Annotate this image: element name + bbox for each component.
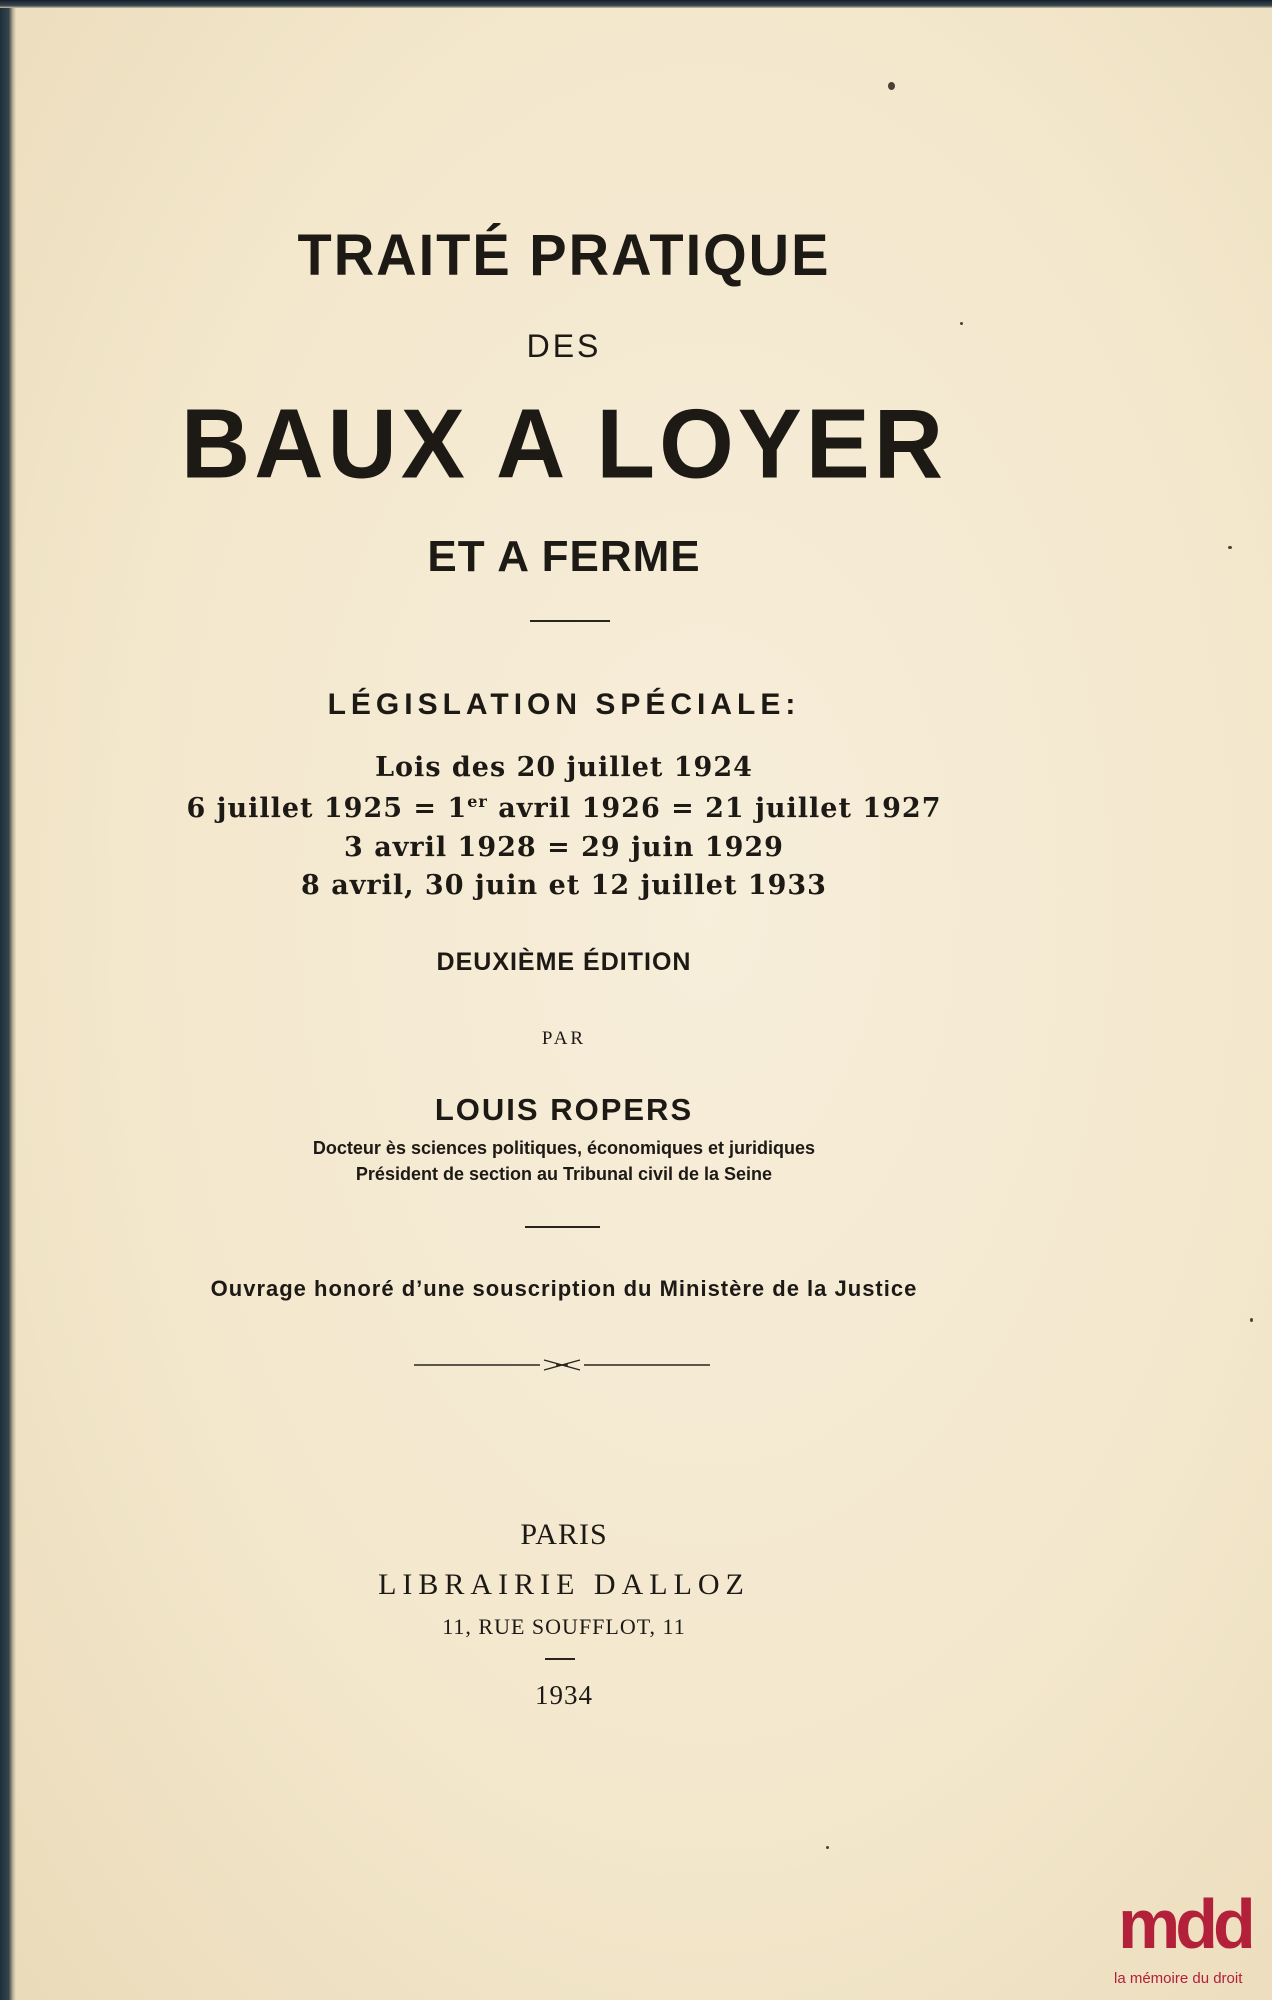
laws-line-2-part-a: 6 juillet 1925 = 1 <box>186 793 468 824</box>
laws-line-2-part-b: avril 1926 = 21 juillet 1927 <box>487 793 942 824</box>
title-line-1: TRAITÉ PRATIQUE <box>297 221 831 288</box>
imprint-city: PARIS <box>520 1518 608 1551</box>
laws-line-2 <box>14 792 1114 824</box>
by-label: PAR <box>541 1028 587 1049</box>
imprint-address: 11, RUE SOUFFLOT, 11 <box>442 1614 686 1639</box>
paper-speck <box>960 322 963 325</box>
paper-speck <box>1228 546 1232 549</box>
paper-speck <box>826 1846 829 1849</box>
imprint-year: 1934 <box>535 1680 593 1710</box>
author-credential-2: Président de section au Tribunal civil de la Seine <box>355 1164 773 1184</box>
paper-speck <box>1250 1318 1253 1322</box>
mdd-logo: mdd <box>1118 1885 1251 1963</box>
author-name: LOUIS ROPERS <box>434 1092 694 1127</box>
edition-label: DEUXIÈME ÉDITION <box>436 948 692 976</box>
laws-line-2-superscript: er <box>467 792 488 811</box>
laws-line-4: 8 avril, 30 juin et 12 juillet 1933 <box>301 870 827 901</box>
book-binding-top <box>0 0 1272 8</box>
imprint-publisher: LIBRAIRIE DALLOZ <box>378 1568 750 1601</box>
ornament-divider <box>414 1355 710 1375</box>
title-line-3: ET A FERME <box>427 532 701 581</box>
divider-rule <box>530 620 610 622</box>
legislation-heading: LÉGISLATION SPÉCIALE: <box>327 688 801 721</box>
divider-rule-2 <box>525 1226 600 1228</box>
imprint-dash <box>545 1658 575 1660</box>
honor-note: Ouvrage honoré d’une souscription du Ministère de la Justice <box>210 1276 918 1301</box>
paper-speck <box>888 82 895 90</box>
laws-line-3: 3 avril 1928 = 29 juin 1929 <box>344 832 784 863</box>
mdd-tagline: la mémoire du droit <box>1114 1970 1243 1987</box>
author-credential-1: Docteur ès sciences politiques, économiques et juridiques <box>312 1138 816 1158</box>
main-title: BAUX A LOYER <box>180 389 948 500</box>
laws-line-1: Lois des 20 juillet 1924 <box>375 752 753 783</box>
title-line-2: DES <box>526 328 602 364</box>
